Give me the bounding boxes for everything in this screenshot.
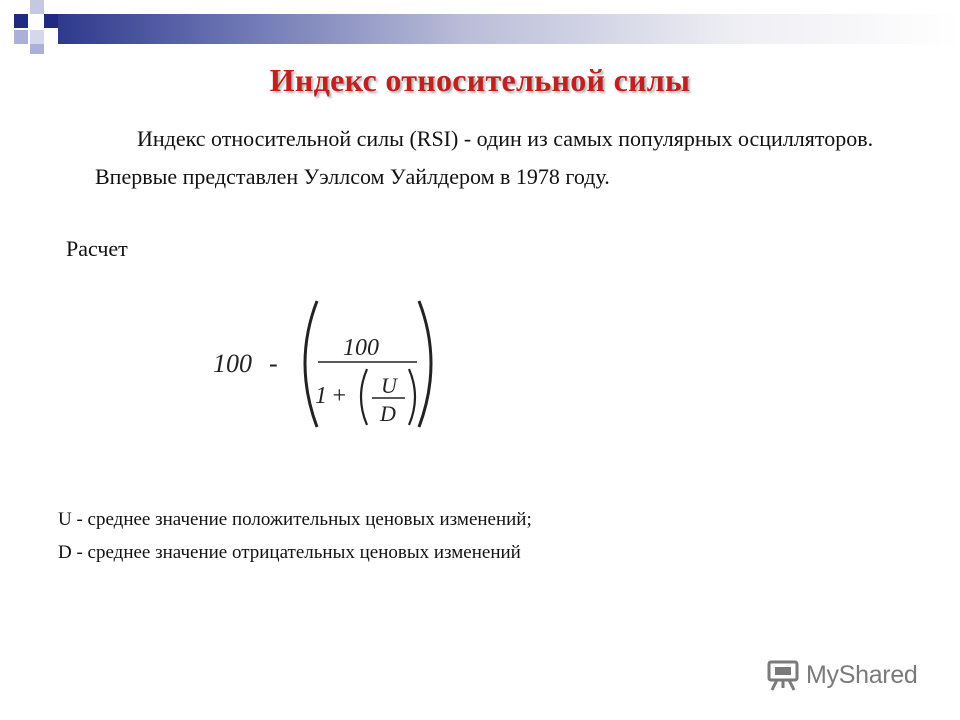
formula-d: D: [380, 401, 396, 426]
rsi-formula: [205, 295, 455, 435]
formula-plus: +: [331, 383, 348, 409]
slide-title: Индекс относительной силы: [269, 62, 691, 98]
deco-square-light: [30, 30, 44, 44]
calculation-label: Расчет: [66, 236, 128, 261]
inner-left-parenthesis: [361, 369, 367, 425]
definition-d: D - среднее значение отрицательных ценовых изменений: [58, 542, 521, 563]
formula-constant: 100: [213, 349, 252, 378]
intro-paragraph: Индекс относительной силы (RSI) - один из самых популярных осцилляторов. Впервые представлен Уэллсом Уайлдером в 1978 году.: [95, 126, 874, 189]
deco-square-light: [14, 30, 28, 44]
header-decoration: [0, 0, 960, 60]
formula-minus: -: [269, 349, 278, 378]
presentation-board-icon: [766, 658, 800, 692]
deco-square-light: [30, 44, 44, 54]
formula-u: U: [381, 373, 397, 398]
watermark-text: MyShared: [806, 660, 918, 689]
header-gradient-bar: [58, 14, 960, 44]
inner-right-parenthesis: [409, 369, 415, 425]
deco-square-light: [30, 0, 44, 14]
watermark: [766, 655, 918, 695]
deco-square-dark: [14, 14, 28, 28]
definition-u: U - среднее значение положительных ценовых изменений;: [58, 509, 532, 530]
formula-one: 1: [315, 383, 327, 409]
definitions: [58, 503, 918, 569]
right-parenthesis: [419, 301, 431, 427]
formula-numerator: 100: [343, 335, 379, 361]
deco-square-dark: [44, 14, 58, 28]
